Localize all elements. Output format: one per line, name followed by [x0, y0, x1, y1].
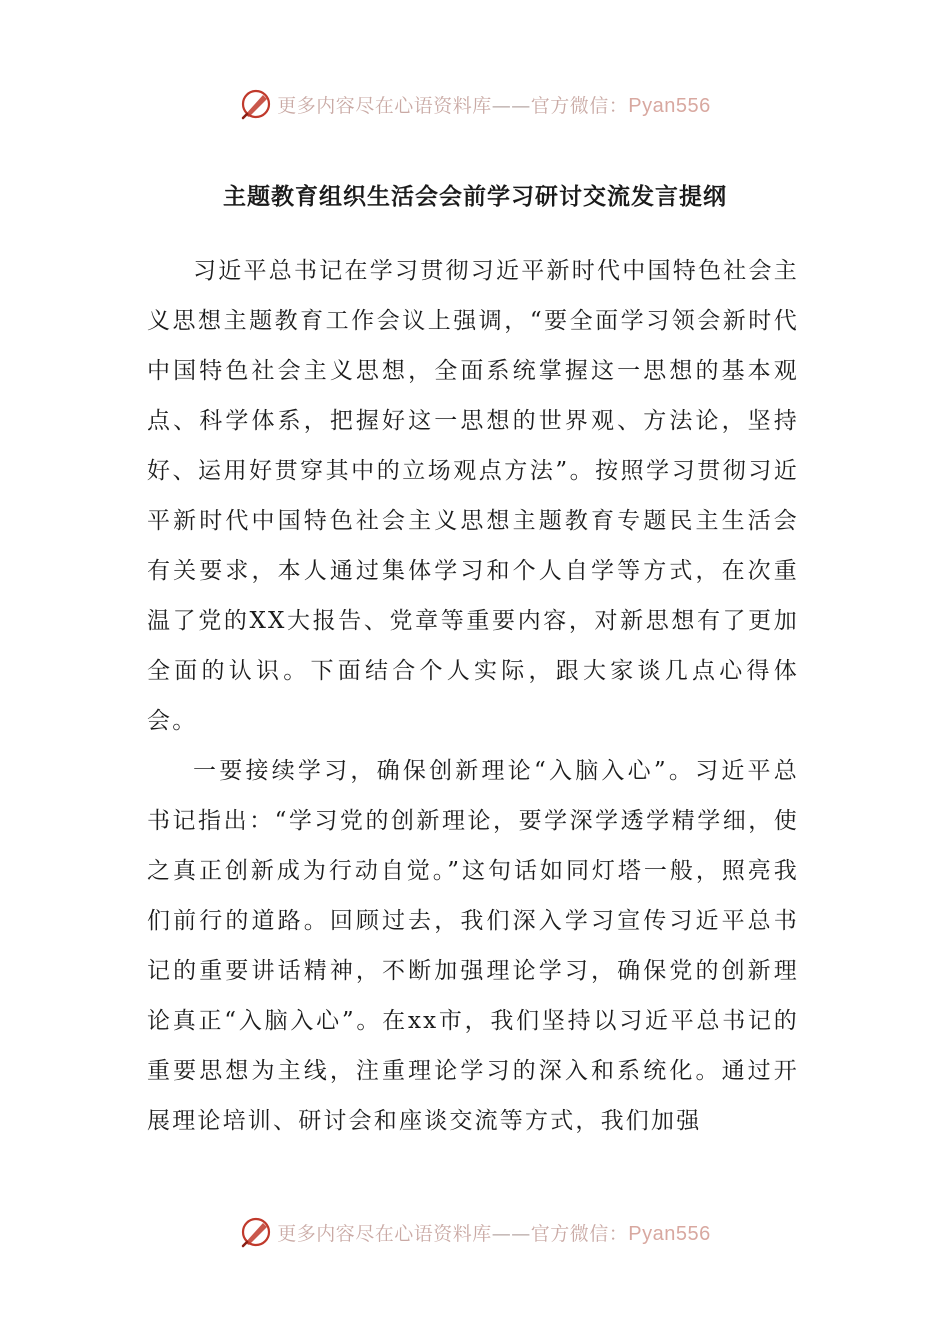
pen-logo-icon: [239, 87, 273, 121]
document-title: 主题教育组织生活会会前学习研讨交流发言提纲: [223, 184, 727, 210]
document-body: [147, 246, 799, 1146]
watermark-id: Pyan556: [628, 1222, 711, 1245]
watermark-text: 更多内容尽在心语资料库: [277, 94, 492, 117]
pen-logo-icon: [239, 1215, 273, 1249]
watermark-label: 官方微信：: [530, 1222, 629, 1245]
watermark-separator: ——: [491, 94, 531, 117]
watermark-separator: ——: [491, 1222, 531, 1245]
watermark-id: Pyan556: [628, 94, 711, 117]
paragraph-1: 习近平总书记在学习贯彻习近平新时代中国特色社会主义思想主题教育工作会议上强调，“要全面学习领会新时代中国特色社会主义思想，全面系统掌握这一思想的基本观点、科学体系，把握好这一思想的世界观、方法论，坚持好、运用好贯穿其中的立场观点方法”。按照学习贯彻习近平新时代中国特色社会主义思想主题教育专题民主生活会有关要求，本人通过集体学习和个人自学等方式，在次重温了党的XX大报告、党章等重要内容，对新思想有了更加全面的认识。下面结合个人实际，跟大家谈几点心得体会。: [147, 258, 799, 734]
header-watermark: [0, 86, 950, 122]
paragraph-2: 一要接续学习，确保创新理论“入脑入心”。习近平总书记指出：“学习党的创新理论，要学深学透学精学细，使之真正创新成为行动自觉。”这句话如同灯塔一般，照亮我们前行的道路。回顾过去，我们深入学习宣传习近平总书记的重要讲话精神，不断加强理论学习，确保党的创新理论真正“入脑入心”。在xx市，我们坚持以习近平总书记的重要思想为主线，注重理论学习的深入和系统化。通过开展理论培训、研讨会和座谈交流等方式，我们加强: [147, 758, 799, 1134]
watermark-text: 更多内容尽在心语资料库: [277, 1222, 492, 1245]
watermark-label: 官方微信：: [530, 94, 629, 117]
footer-watermark: [0, 1214, 950, 1250]
